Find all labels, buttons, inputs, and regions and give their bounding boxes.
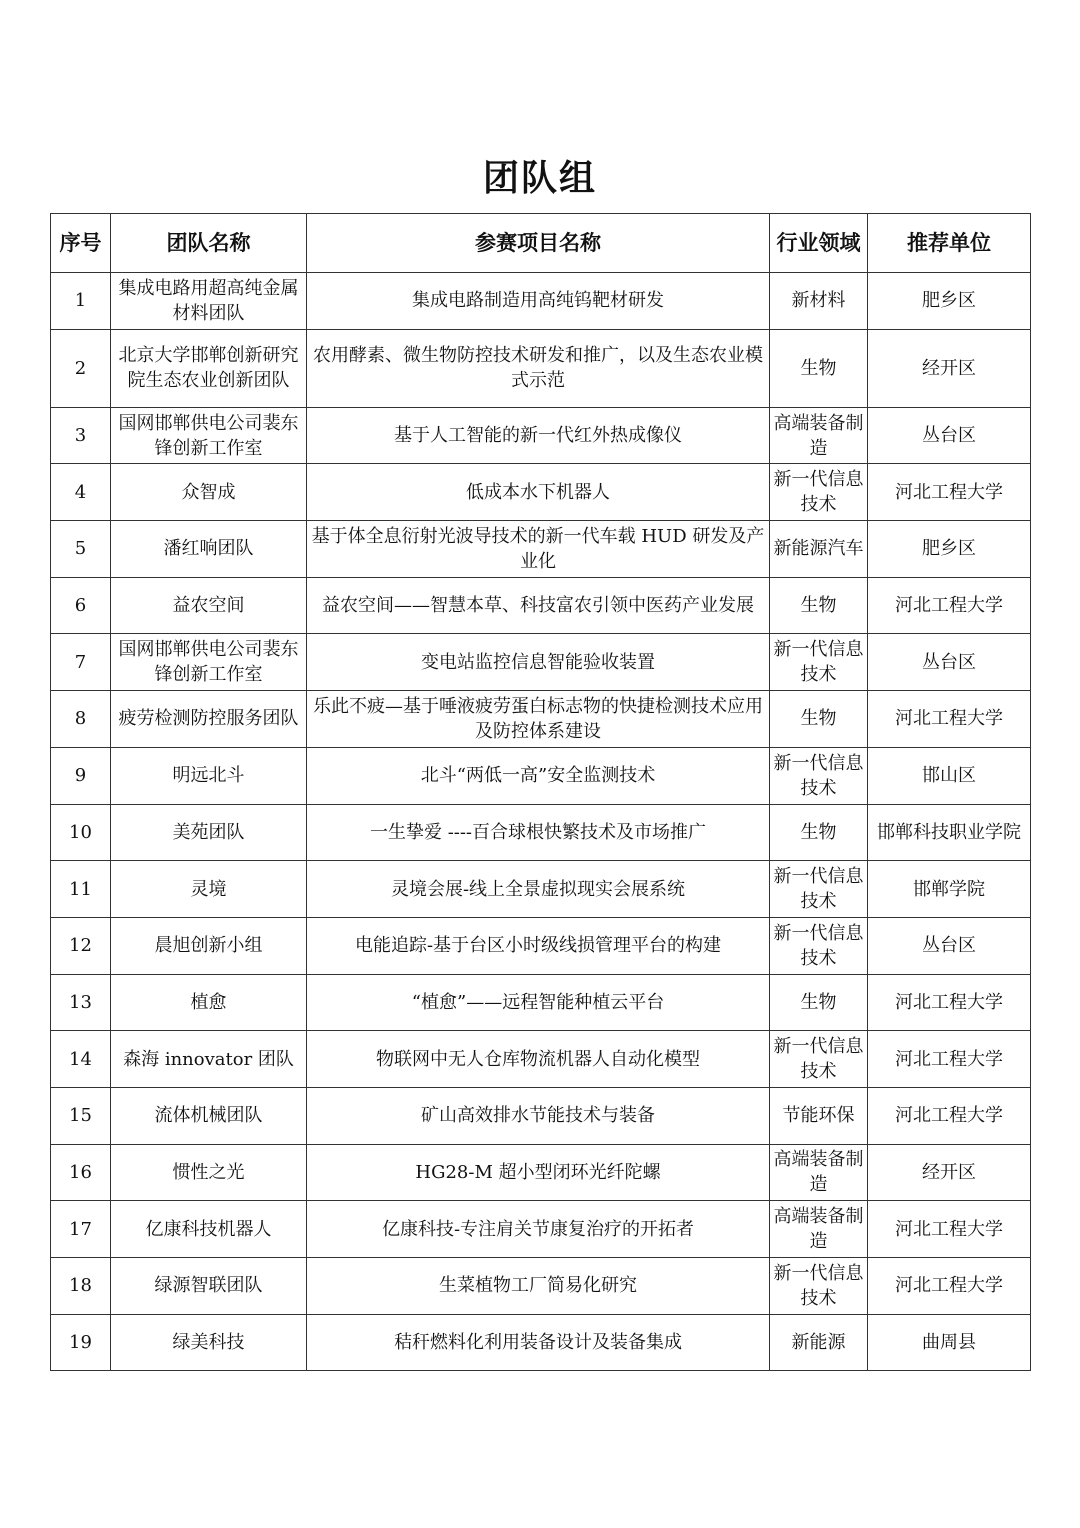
cell-team: 晨旭创新小组 bbox=[111, 917, 307, 974]
table-row bbox=[51, 1258, 1031, 1315]
table-row bbox=[51, 691, 1031, 748]
cell-unit: 河北工程大学 bbox=[868, 1031, 1031, 1088]
table-row bbox=[51, 747, 1031, 804]
cell-unit: 河北工程大学 bbox=[868, 1258, 1031, 1315]
cell-field: 新一代信息技术 bbox=[770, 634, 868, 691]
cell-project: HG28-M 超小型闭环光纤陀螺 bbox=[307, 1144, 770, 1201]
cell-unit: 肥乡区 bbox=[868, 521, 1031, 578]
table-row bbox=[51, 1087, 1031, 1144]
cell-project: 电能追踪-基于台区小时级线损管理平台的构建 bbox=[307, 917, 770, 974]
cell-no: 5 bbox=[51, 521, 111, 578]
cell-project: 矿山高效排水节能技术与装备 bbox=[307, 1087, 770, 1144]
table-row bbox=[51, 917, 1031, 974]
cell-unit: 丛台区 bbox=[868, 917, 1031, 974]
cell-no: 8 bbox=[51, 691, 111, 748]
cell-unit: 邯郸科技职业学院 bbox=[868, 804, 1031, 861]
table-row bbox=[51, 521, 1031, 578]
cell-field: 新一代信息技术 bbox=[770, 1031, 868, 1088]
header-unit: 推荐单位 bbox=[868, 214, 1031, 273]
cell-unit: 经开区 bbox=[868, 329, 1031, 407]
cell-field: 高端装备制造 bbox=[770, 1201, 868, 1258]
cell-field: 生物 bbox=[770, 974, 868, 1031]
cell-field: 生物 bbox=[770, 329, 868, 407]
cell-no: 19 bbox=[51, 1314, 111, 1371]
cell-unit: 肥乡区 bbox=[868, 273, 1031, 330]
cell-unit: 河北工程大学 bbox=[868, 464, 1031, 521]
cell-field: 新一代信息技术 bbox=[770, 464, 868, 521]
cell-field: 高端装备制造 bbox=[770, 1144, 868, 1201]
cell-team: 益农空间 bbox=[111, 577, 307, 634]
cell-team: 流体机械团队 bbox=[111, 1087, 307, 1144]
cell-field: 新一代信息技术 bbox=[770, 917, 868, 974]
cell-field: 节能环保 bbox=[770, 1087, 868, 1144]
cell-project: 一生挚爱 ----百合球根快繁技术及市场推广 bbox=[307, 804, 770, 861]
page-title: 团队组 bbox=[482, 158, 597, 199]
cell-project: 基于体全息衍射光波导技术的新一代车载 HUD 研发及产业化 bbox=[307, 521, 770, 578]
cell-team: 绿美科技 bbox=[111, 1314, 307, 1371]
cell-project: 秸秆燃料化利用装备设计及装备集成 bbox=[307, 1314, 770, 1371]
cell-team: 植愈 bbox=[111, 974, 307, 1031]
header-team: 团队名称 bbox=[111, 214, 307, 273]
cell-field: 新能源 bbox=[770, 1314, 868, 1371]
table-row bbox=[51, 577, 1031, 634]
cell-no: 7 bbox=[51, 634, 111, 691]
table-row bbox=[51, 1031, 1031, 1088]
cell-field: 新一代信息技术 bbox=[770, 861, 868, 918]
cell-no: 12 bbox=[51, 917, 111, 974]
cell-no: 4 bbox=[51, 464, 111, 521]
cell-unit: 经开区 bbox=[868, 1144, 1031, 1201]
cell-field: 新一代信息技术 bbox=[770, 1258, 868, 1315]
cell-team: 众智成 bbox=[111, 464, 307, 521]
cell-project: 变电站监控信息智能验收装置 bbox=[307, 634, 770, 691]
cell-no: 11 bbox=[51, 861, 111, 918]
table-row bbox=[51, 861, 1031, 918]
cell-unit: 河北工程大学 bbox=[868, 1201, 1031, 1258]
table-header-row bbox=[51, 214, 1031, 273]
cell-team: 潘红响团队 bbox=[111, 521, 307, 578]
cell-project: 基于人工智能的新一代红外热成像仪 bbox=[307, 407, 770, 464]
cell-no: 14 bbox=[51, 1031, 111, 1088]
cell-unit: 丛台区 bbox=[868, 634, 1031, 691]
cell-field: 高端装备制造 bbox=[770, 407, 868, 464]
table-row bbox=[51, 1314, 1031, 1371]
cell-no: 6 bbox=[51, 577, 111, 634]
cell-project: 集成电路制造用高纯钨靶材研发 bbox=[307, 273, 770, 330]
table-row bbox=[51, 329, 1031, 407]
cell-no: 2 bbox=[51, 329, 111, 407]
table-row bbox=[51, 407, 1031, 464]
team-table bbox=[50, 213, 1031, 1371]
cell-team: 疲劳检测防控服务团队 bbox=[111, 691, 307, 748]
table-row bbox=[51, 634, 1031, 691]
cell-team: 国网邯郸供电公司裴东锋创新工作室 bbox=[111, 407, 307, 464]
table-row bbox=[51, 1144, 1031, 1201]
cell-field: 新一代信息技术 bbox=[770, 747, 868, 804]
cell-no: 17 bbox=[51, 1201, 111, 1258]
cell-no: 15 bbox=[51, 1087, 111, 1144]
header-field: 行业领域 bbox=[770, 214, 868, 273]
cell-unit: 邯山区 bbox=[868, 747, 1031, 804]
cell-team: 灵境 bbox=[111, 861, 307, 918]
cell-team: 国网邯郸供电公司裴东锋创新工作室 bbox=[111, 634, 307, 691]
table-row bbox=[51, 974, 1031, 1031]
cell-team: 集成电路用超高纯金属材料团队 bbox=[111, 273, 307, 330]
cell-team: 北京大学邯郸创新研究院生态农业创新团队 bbox=[111, 329, 307, 407]
cell-project: 低成本水下机器人 bbox=[307, 464, 770, 521]
cell-team: 明远北斗 bbox=[111, 747, 307, 804]
cell-unit: 邯郸学院 bbox=[868, 861, 1031, 918]
table-row bbox=[51, 1201, 1031, 1258]
cell-field: 新材料 bbox=[770, 273, 868, 330]
table-row bbox=[51, 804, 1031, 861]
cell-project: 物联网中无人仓库物流机器人自动化模型 bbox=[307, 1031, 770, 1088]
cell-no: 9 bbox=[51, 747, 111, 804]
table-row bbox=[51, 464, 1031, 521]
table-row bbox=[51, 273, 1031, 330]
cell-unit: 丛台区 bbox=[868, 407, 1031, 464]
header-project: 参赛项目名称 bbox=[307, 214, 770, 273]
cell-no: 18 bbox=[51, 1258, 111, 1315]
header-no: 序号 bbox=[51, 214, 111, 273]
cell-field: 生物 bbox=[770, 691, 868, 748]
cell-unit: 河北工程大学 bbox=[868, 577, 1031, 634]
cell-project: 亿康科技-专注肩关节康复治疗的开拓者 bbox=[307, 1201, 770, 1258]
cell-no: 16 bbox=[51, 1144, 111, 1201]
cell-no: 3 bbox=[51, 407, 111, 464]
cell-team: 惯性之光 bbox=[111, 1144, 307, 1201]
cell-project: “植愈”——远程智能种植云平台 bbox=[307, 974, 770, 1031]
cell-project: 灵境会展-线上全景虚拟现实会展系统 bbox=[307, 861, 770, 918]
cell-team: 森海 innovator 团队 bbox=[111, 1031, 307, 1088]
cell-no: 13 bbox=[51, 974, 111, 1031]
cell-field: 新能源汽车 bbox=[770, 521, 868, 578]
cell-field: 生物 bbox=[770, 804, 868, 861]
cell-project: 生菜植物工厂简易化研究 bbox=[307, 1258, 770, 1315]
cell-unit: 河北工程大学 bbox=[868, 1087, 1031, 1144]
cell-unit: 河北工程大学 bbox=[868, 974, 1031, 1031]
cell-project: 益农空间——智慧本草、科技富农引领中医药产业发展 bbox=[307, 577, 770, 634]
cell-team: 亿康科技机器人 bbox=[111, 1201, 307, 1258]
cell-field: 生物 bbox=[770, 577, 868, 634]
cell-no: 10 bbox=[51, 804, 111, 861]
cell-team: 绿源智联团队 bbox=[111, 1258, 307, 1315]
cell-team: 美苑团队 bbox=[111, 804, 307, 861]
cell-project: 乐此不疲—基于唾液疲劳蛋白标志物的快捷检测技术应用及防控体系建设 bbox=[307, 691, 770, 748]
cell-project: 北斗“两低一高”安全监测技术 bbox=[307, 747, 770, 804]
cell-unit: 曲周县 bbox=[868, 1314, 1031, 1371]
cell-no: 1 bbox=[51, 273, 111, 330]
cell-unit: 河北工程大学 bbox=[868, 691, 1031, 748]
cell-project: 农用酵素、微生物防控技术研发和推广，以及生态农业模式示范 bbox=[307, 329, 770, 407]
